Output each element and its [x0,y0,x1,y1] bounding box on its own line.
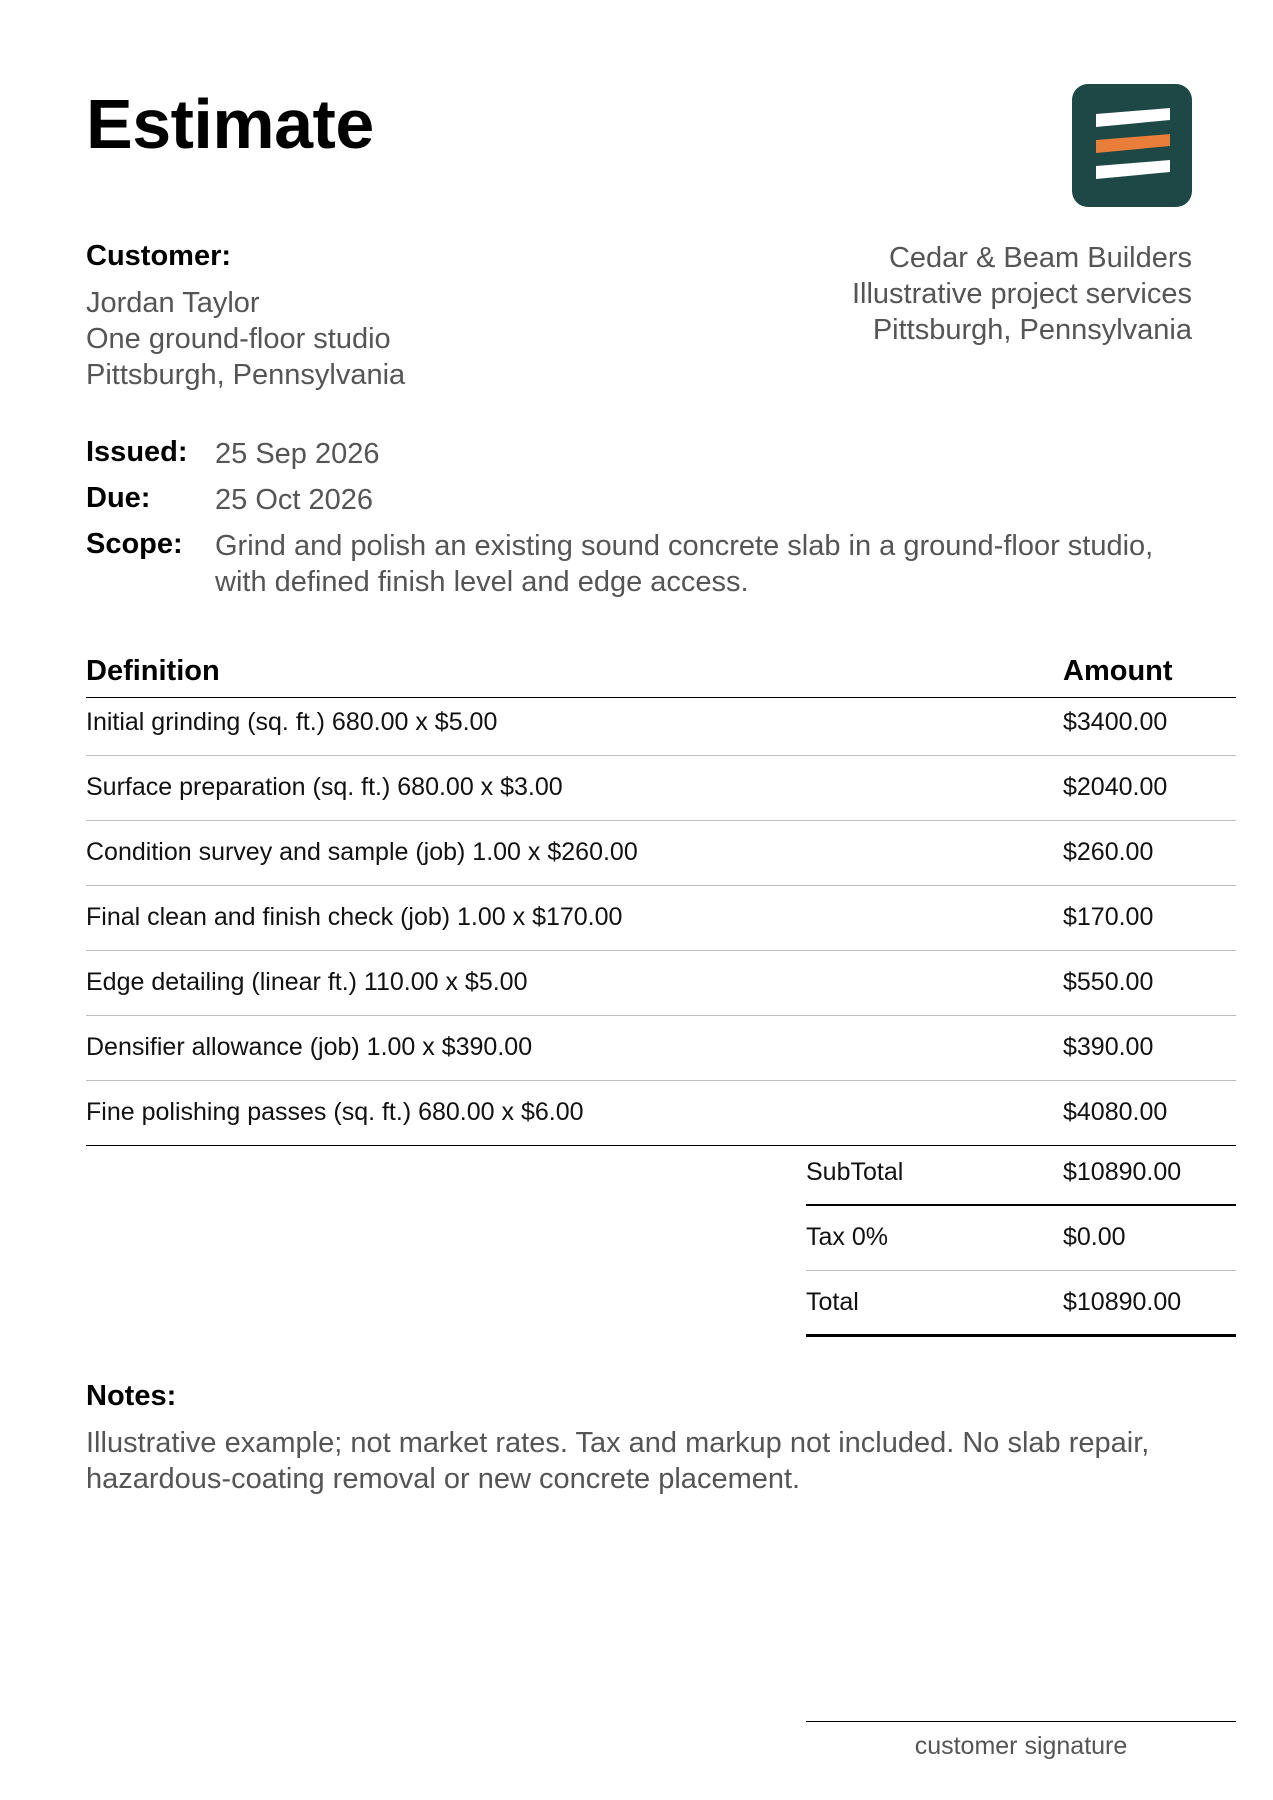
total-label: Total [806,1288,859,1316]
signature-line[interactable] [806,1721,1236,1722]
customer-name: Jordan Taylor [86,287,260,319]
notes-line-2: hazardous-coating removal or new concrete placement. [86,1463,801,1495]
due-date: 25 Oct 2026 [215,484,373,516]
row-definition: Edge detailing (linear ft.) 110.00 x $5.00 [86,968,528,996]
row-amount: $2040.00 [1063,773,1168,801]
row-divider [86,1015,1236,1016]
table-bottom-divider [86,1145,1236,1146]
tax-value: $0.00 [1063,1223,1126,1251]
scope-line-1: Grind and polish an existing sound concrete slab in a ground-floor studio, [215,530,1154,562]
row-divider [86,755,1236,756]
row-divider [86,950,1236,951]
row-definition: Densifier allowance (job) 1.00 x $390.00 [86,1033,533,1061]
stacked-layers-logo-icon [1072,84,1192,207]
company-city: Pittsburgh, Pennsylvania [872,314,1192,346]
notes-line-1: Illustrative example; not market rates. Tax and markup not included. No slab repair, [86,1427,1150,1459]
row-amount: $4080.00 [1063,1098,1168,1126]
row-amount: $550.00 [1063,968,1154,996]
signature-label: customer signature [914,1732,1128,1760]
column-header-definition: Definition [86,655,220,687]
total-divider [806,1334,1236,1337]
row-definition: Surface preparation (sq. ft.) 680.00 x $3.00 [86,773,563,801]
column-header-amount: Amount [1063,655,1173,687]
tax-divider [806,1270,1236,1271]
total-value: $10890.00 [1063,1288,1182,1316]
customer-label: Customer: [86,240,232,272]
customer-location: One ground-floor studio [86,323,391,355]
scope-line-2: with defined finish level and edge access. [215,566,749,598]
scope-label: Scope: [86,528,183,560]
company-logo [1072,84,1192,207]
issued-label: Issued: [86,436,188,468]
due-label: Due: [86,482,151,514]
row-divider [86,1080,1236,1081]
scope-text [215,528,1235,600]
tax-label: Tax 0% [806,1223,888,1251]
row-divider [86,820,1236,821]
customer-details [86,285,405,393]
customer-city: Pittsburgh, Pennsylvania [86,359,406,391]
row-amount: $170.00 [1063,903,1154,931]
issued-date: 25 Sep 2026 [215,438,380,470]
company-name: Cedar & Beam Builders [888,242,1192,274]
page-title: Estimate [86,85,374,163]
row-definition: Final clean and finish check (job) 1.00 x $170.00 [86,903,623,931]
notes-label: Notes: [86,1380,177,1412]
row-definition: Condition survey and sample (job) 1.00 x $260.00 [86,838,638,866]
row-divider [86,885,1236,886]
subtotal-divider [806,1204,1236,1206]
company-tagline: Illustrative project services [851,278,1192,310]
notes-text [86,1425,1246,1497]
row-definition: Initial grinding (sq. ft.) 680.00 x $5.00 [86,708,498,736]
subtotal-value: $10890.00 [1063,1158,1182,1186]
row-amount: $3400.00 [1063,708,1168,736]
row-amount: $390.00 [1063,1033,1154,1061]
row-definition: Fine polishing passes (sq. ft.) 680.00 x $6.00 [86,1098,584,1126]
header-divider [86,697,1236,698]
subtotal-label: SubTotal [806,1158,904,1186]
row-amount: $260.00 [1063,838,1154,866]
company-details [852,240,1192,348]
